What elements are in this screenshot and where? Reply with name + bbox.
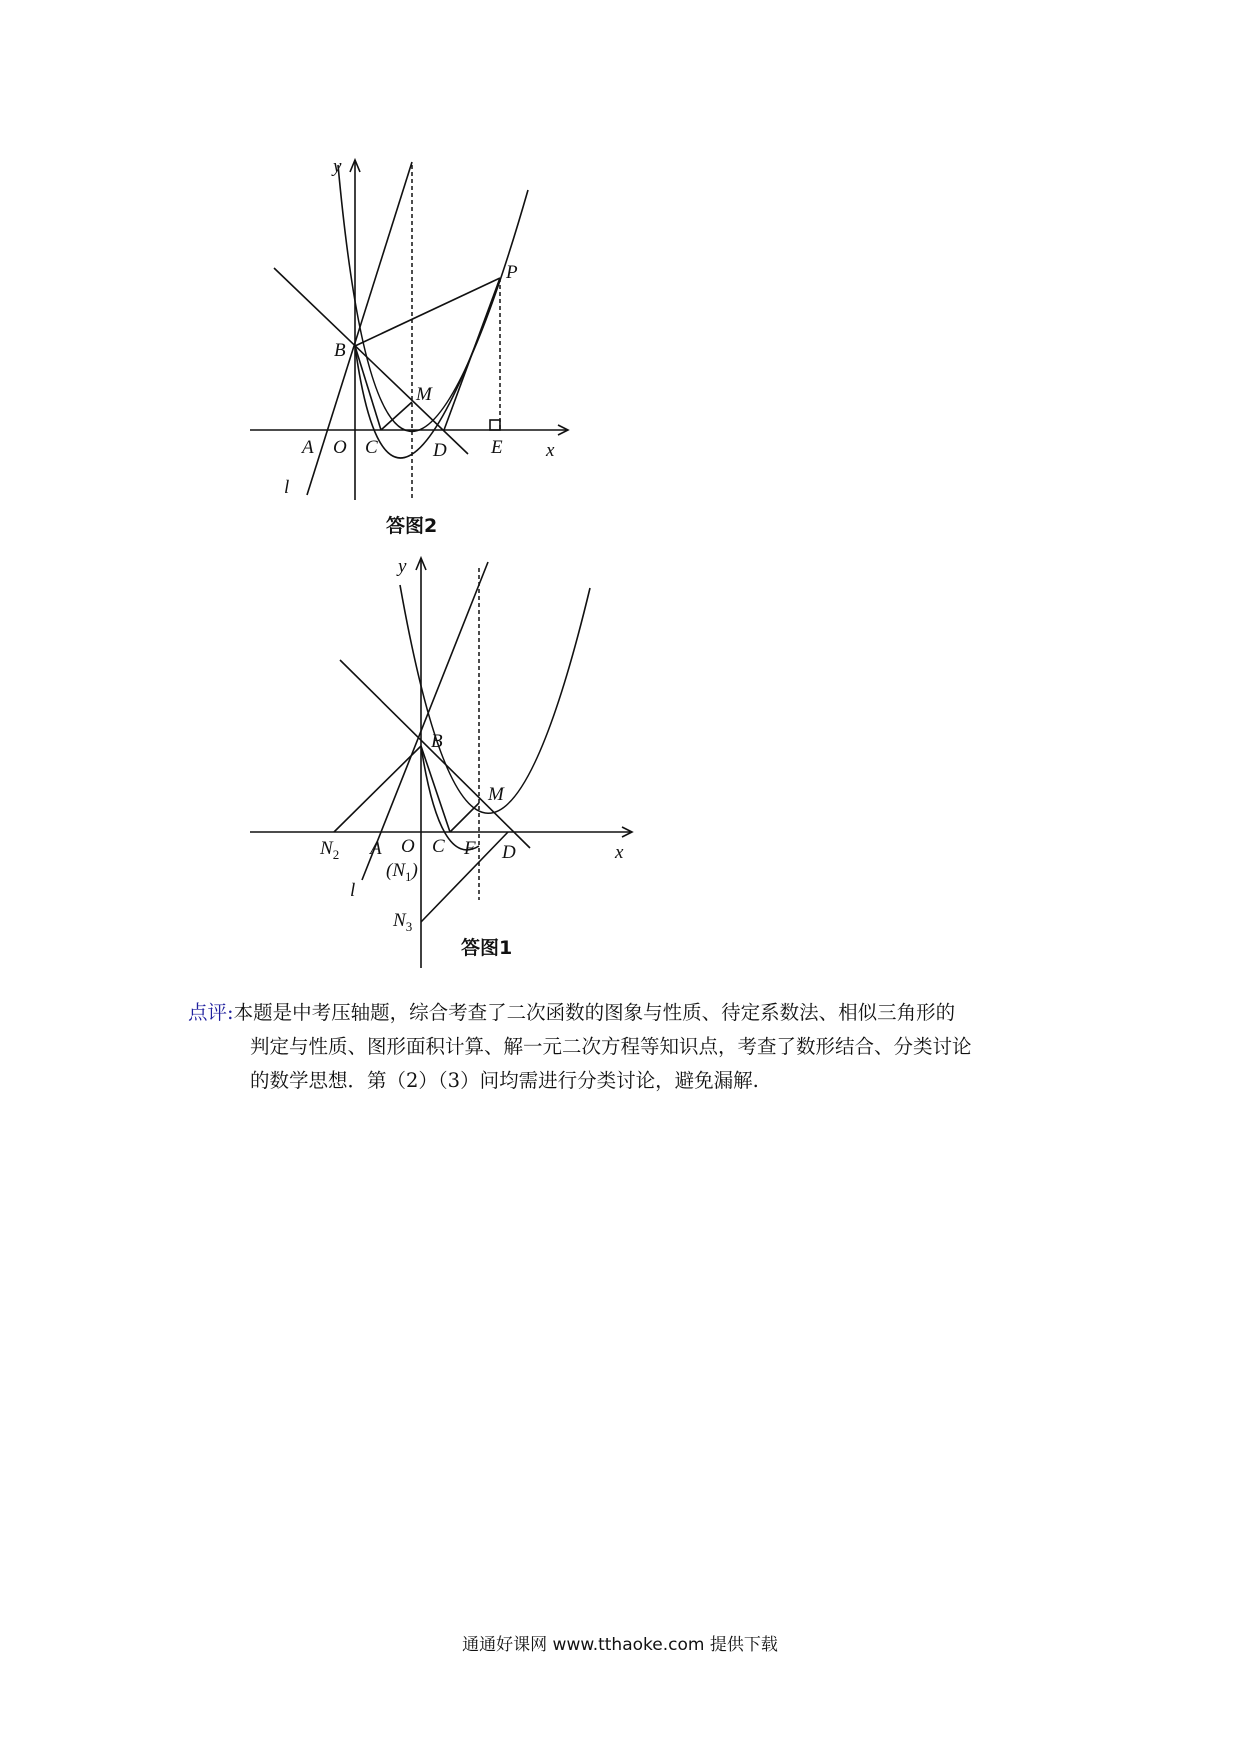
figure-1 [240, 548, 640, 968]
figure-1-caption: 答图1 [461, 937, 513, 959]
label-n1: $(N_1)$ [386, 860, 418, 884]
label-m: M [488, 784, 504, 805]
figure-2-caption: 答图2 [386, 515, 438, 537]
comment-line-2: 判定与性质、图形面积计算、解一元二次方程等知识点，考查了数形结合、分类讨论 [250, 1035, 972, 1058]
label-m: M [416, 384, 432, 405]
label-y: y [333, 156, 342, 177]
label-x: x [546, 440, 555, 461]
label-f: F [464, 838, 476, 859]
label-a: A [370, 838, 382, 859]
segment-cm [381, 402, 412, 430]
label-p: P [506, 262, 518, 283]
curve-bf [421, 746, 479, 850]
label-c: C [365, 437, 378, 458]
label-b: B [334, 340, 346, 361]
label-e: E [491, 437, 503, 458]
comment-tag: 点评: [188, 1001, 234, 1024]
label-l: l [284, 477, 290, 498]
label-o: O [333, 437, 347, 458]
right-angle-mark [490, 420, 500, 430]
comment-line-3: 的数学思想．第（2）（3）问均需进行分类讨论，避免漏解. [250, 1069, 759, 1092]
figure-2 [240, 150, 580, 540]
line-bd [340, 660, 530, 848]
label-o: O [401, 836, 415, 857]
label-n3: $N_3$ [393, 910, 413, 934]
segment-cm [450, 803, 479, 832]
label-n2: $N_2$ [320, 838, 340, 862]
label-x: x [615, 842, 624, 863]
segment-n2b [334, 746, 421, 832]
label-d: D [433, 440, 447, 461]
line-bd [274, 268, 468, 454]
label-y: y [398, 556, 407, 577]
footer-text: 通通好课网 www.tthaoke.com 提供下载 [462, 1635, 778, 1655]
parabola [400, 585, 590, 813]
label-l: l [350, 880, 356, 901]
segment-bc [421, 746, 450, 832]
label-a: A [302, 437, 314, 458]
label-c: C [432, 836, 445, 857]
line-l [307, 162, 412, 495]
comment-line-1 [188, 996, 1068, 1030]
comment-paragraph [188, 996, 1068, 1098]
comment-text-1: 本题是中考压轴题，综合考查了二次函数的图象与性质、待定系数法、相似三角形的 [233, 1001, 956, 1024]
label-d: D [502, 842, 516, 863]
label-b: B [431, 731, 443, 752]
parabola-inner [355, 278, 500, 458]
